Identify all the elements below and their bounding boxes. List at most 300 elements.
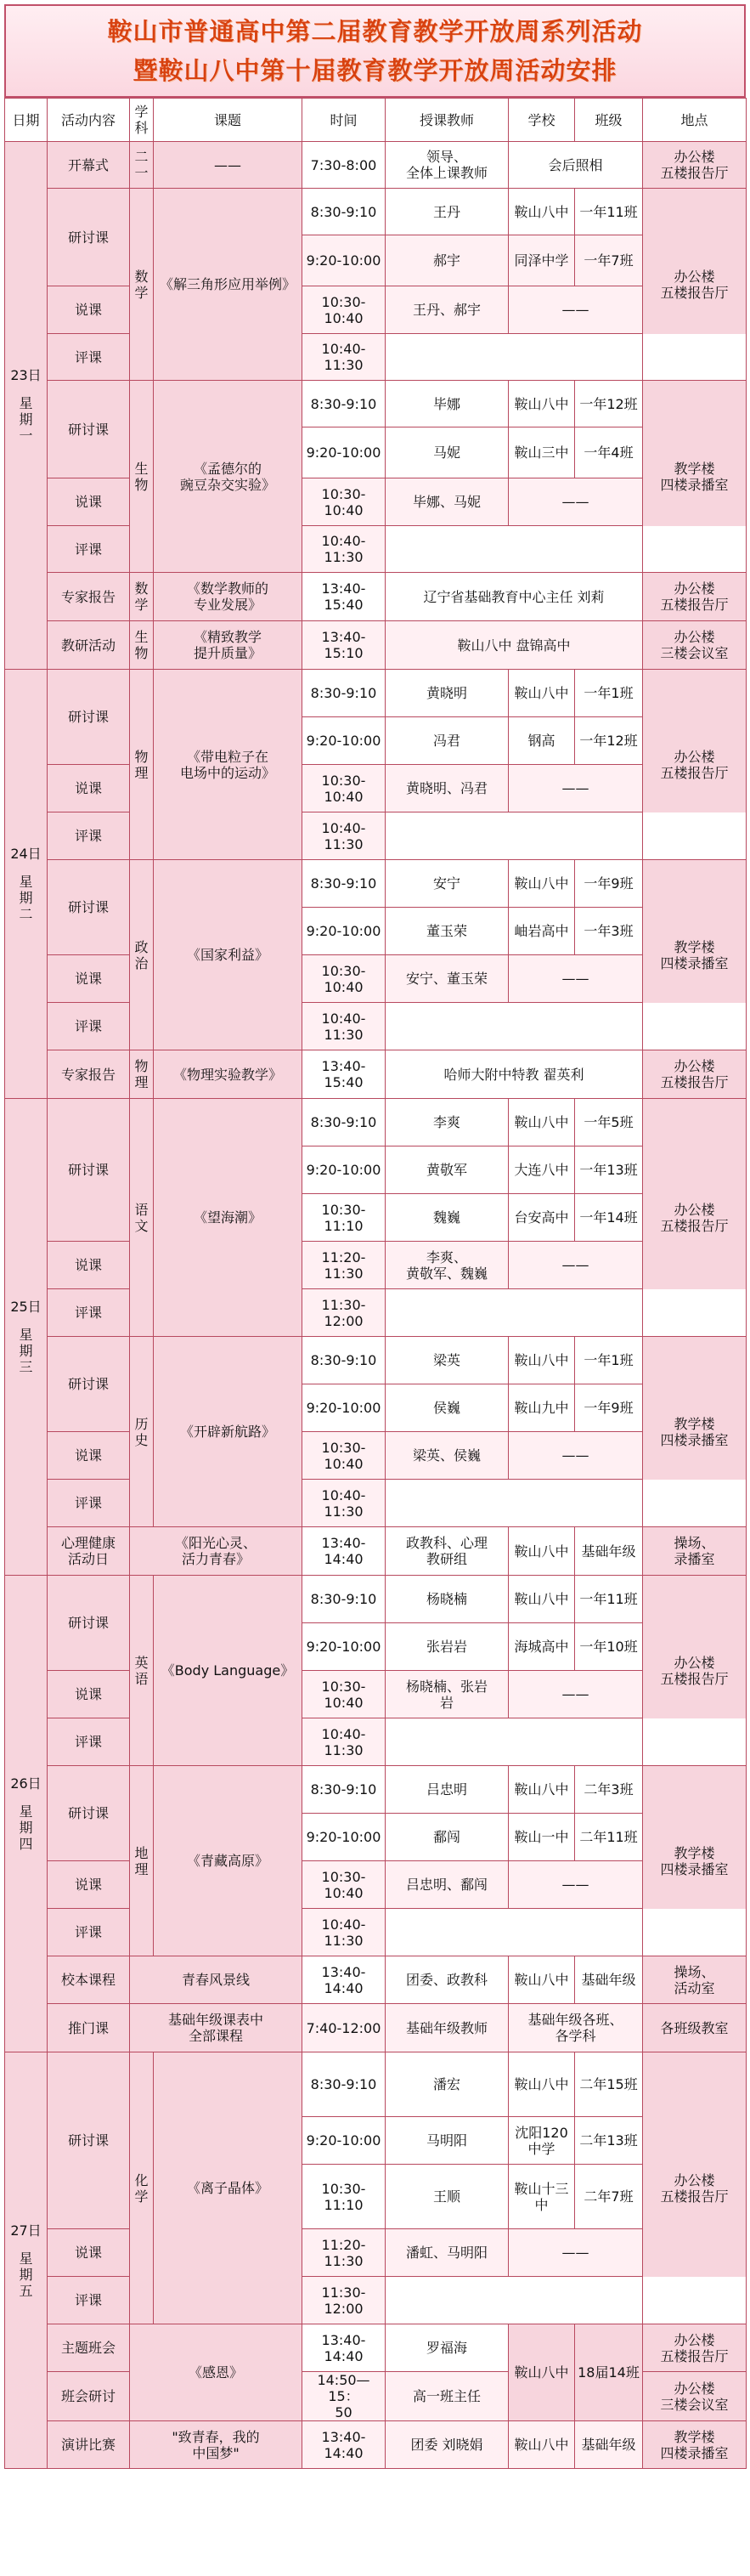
topic-cell: 《阳光心灵、 活力青春》 bbox=[130, 1527, 302, 1576]
time-cell: 13:40- 15:40 bbox=[302, 1050, 386, 1099]
school-cell: 鞍山八中 bbox=[509, 860, 575, 908]
teacher-cell: 罗福海 bbox=[386, 2324, 509, 2372]
activity-cell: 研讨课 bbox=[48, 670, 130, 765]
class-cell: 二年13班 bbox=[575, 2117, 643, 2165]
table-row bbox=[5, 1861, 747, 1909]
teacher-cell: 梁英、侯巍 bbox=[386, 1432, 509, 1480]
empty-cell bbox=[386, 526, 747, 573]
table-row bbox=[5, 1480, 747, 1527]
activity-cell: 研讨课 bbox=[48, 381, 130, 478]
time-cell: 9:20-10:00 bbox=[302, 1814, 386, 1861]
time-cell: 10:30- 10:40 bbox=[302, 765, 386, 812]
teacher-cell: 王丹、郝宇 bbox=[386, 286, 509, 334]
subject-cell: 数学 bbox=[130, 573, 154, 621]
activity-cell: 评课 bbox=[48, 1480, 130, 1527]
teacher-cell: 潘宏 bbox=[386, 2052, 509, 2117]
topic-cell: 《精致教学 提升质量》 bbox=[154, 621, 302, 670]
table-row bbox=[5, 1576, 747, 1623]
school-cell: 鞍山三中 bbox=[509, 427, 575, 478]
class-cell: 一年5班 bbox=[575, 1099, 643, 1146]
table-row bbox=[5, 955, 747, 1003]
header-cell: 活动内容 bbox=[48, 99, 130, 142]
topic-cell: "致青春，我的 中国梦" bbox=[130, 2421, 302, 2469]
activity-cell: 评课 bbox=[48, 1909, 130, 1956]
place-cell: 办公楼 五楼报告厅 bbox=[643, 2324, 747, 2372]
table-row bbox=[5, 573, 747, 621]
activity-cell: 评课 bbox=[48, 526, 130, 573]
time-cell: 10:40- 11:30 bbox=[302, 1003, 386, 1050]
class-cell: 基础年级 bbox=[575, 1527, 643, 1576]
place-cell: 教学楼 四楼录播室 bbox=[643, 2421, 747, 2469]
topic-cell: 《Body Language》 bbox=[154, 1576, 302, 1766]
teacher-cell: 哈师大附中特教 翟英利 bbox=[386, 1050, 643, 1099]
time-cell: 9:20-10:00 bbox=[302, 1146, 386, 1194]
topic-cell: 《开辟新航路》 bbox=[154, 1337, 302, 1527]
empty-cell bbox=[386, 334, 747, 381]
place-cell: 办公楼 五楼报告厅 bbox=[643, 2052, 747, 2324]
time-cell: 10:30- 11:10 bbox=[302, 1194, 386, 1242]
table-row bbox=[5, 142, 747, 189]
day-date: 23日 bbox=[10, 367, 42, 383]
empty-cell bbox=[386, 1909, 747, 1956]
header-cell: 班级 bbox=[575, 99, 643, 142]
table-row bbox=[5, 1432, 747, 1480]
topic-cell: 《孟德尔的 豌豆杂交实验》 bbox=[154, 381, 302, 573]
time-cell: 13:40- 14:40 bbox=[302, 2421, 386, 2469]
teacher-cell: 黄晓明、冯君 bbox=[386, 765, 509, 812]
school-cell: 鞍山八中 bbox=[509, 1956, 575, 2004]
place-cell: 教学楼 四楼录播室 bbox=[643, 1766, 747, 1956]
day-cell bbox=[5, 670, 48, 1099]
day-date: 24日 bbox=[10, 846, 42, 862]
teacher-cell: 董玉荣 bbox=[386, 908, 509, 955]
teacher-cell: 马明阳 bbox=[386, 2117, 509, 2165]
activity-cell: 说课 bbox=[48, 286, 130, 334]
day-weekday: 星期三 bbox=[19, 1327, 33, 1375]
activity-cell: 说课 bbox=[48, 1861, 130, 1909]
subject-cell: 物理 bbox=[130, 670, 154, 860]
teacher-cell: 鞍山八中 盘锦高中 bbox=[386, 621, 643, 670]
time-cell: 13:40- 15:40 bbox=[302, 573, 386, 621]
table-row bbox=[5, 2324, 747, 2372]
teacher-cell: 政教科、心理 教研组 bbox=[386, 1527, 509, 1576]
subject-cell: 化学 bbox=[130, 2052, 154, 2324]
school-cell: 鞍山八中 bbox=[509, 1099, 575, 1146]
table-row bbox=[5, 765, 747, 812]
activity-cell: 评课 bbox=[48, 2277, 130, 2324]
teacher-cell: 团委、政教科 bbox=[386, 1956, 509, 2004]
school-cell: 基础年级各班、 各学科 bbox=[509, 2004, 643, 2052]
class-cell: 一年4班 bbox=[575, 427, 643, 478]
time-cell: 10:30- 10:40 bbox=[302, 478, 386, 526]
time-cell: 10:30- 10:40 bbox=[302, 1861, 386, 1909]
class-cell: 二年7班 bbox=[575, 2165, 643, 2229]
activity-cell: 研讨课 bbox=[48, 2052, 130, 2229]
time-cell: 13:40- 14:40 bbox=[302, 2324, 386, 2372]
school-cell: 大连八中 bbox=[509, 1146, 575, 1194]
day-cell bbox=[5, 1576, 48, 2052]
activity-cell: 研讨课 bbox=[48, 1576, 130, 1671]
school-cell: 鞍山八中 bbox=[509, 2324, 575, 2421]
place-cell: 教学楼 四楼录播室 bbox=[643, 860, 747, 1050]
table-row bbox=[5, 381, 747, 427]
school-cell: 鞍山八中 bbox=[509, 189, 575, 235]
time-cell: 10:30- 10:40 bbox=[302, 1671, 386, 1718]
subject-cell: 英语 bbox=[130, 1576, 154, 1766]
time-cell: 9:20-10:00 bbox=[302, 1384, 386, 1432]
time-cell: 14:50—15： 50 bbox=[302, 2372, 386, 2421]
school-cell: —— bbox=[509, 286, 643, 334]
table-row bbox=[5, 1766, 747, 1814]
time-cell: 10:30- 10:40 bbox=[302, 1432, 386, 1480]
teacher-cell: 梁英 bbox=[386, 1337, 509, 1384]
time-cell: 10:40- 11:30 bbox=[302, 1480, 386, 1527]
table-row bbox=[5, 1956, 747, 2004]
schedule-table bbox=[4, 98, 747, 2469]
school-cell: 鞍山十三中 bbox=[509, 2165, 575, 2229]
place-cell: 各班级教室 bbox=[643, 2004, 747, 2052]
topic-cell: 《感恩》 bbox=[130, 2324, 302, 2421]
time-cell: 13:40- 14:40 bbox=[302, 1956, 386, 2004]
class-cell: 一年1班 bbox=[575, 670, 643, 717]
place-cell: 办公楼 五楼报告厅 bbox=[643, 189, 747, 381]
activity-cell: 心理健康 活动日 bbox=[48, 1527, 130, 1576]
class-cell: 一年13班 bbox=[575, 1146, 643, 1194]
time-cell: 7:40-12:00 bbox=[302, 2004, 386, 2052]
school-cell: —— bbox=[509, 1242, 643, 1289]
teacher-cell: 黄敬军 bbox=[386, 1146, 509, 1194]
header-cell: 课题 bbox=[154, 99, 302, 142]
activity-cell: 研讨课 bbox=[48, 1099, 130, 1242]
schedule-page bbox=[4, 4, 746, 2568]
teacher-cell: 李爽、 黄敬军、魏巍 bbox=[386, 1242, 509, 1289]
class-cell: 二年3班 bbox=[575, 1766, 643, 1814]
time-cell: 11:30- 12:00 bbox=[302, 1289, 386, 1337]
time-cell: 13:40- 15:10 bbox=[302, 621, 386, 670]
day-date: 26日 bbox=[10, 1775, 42, 1792]
topic-cell: 《数学教师的 专业发展》 bbox=[154, 573, 302, 621]
day-cell bbox=[5, 1099, 48, 1576]
header-cell: 学科 bbox=[130, 99, 154, 142]
place-cell: 操场、 活动室 bbox=[643, 1956, 747, 2004]
class-cell: 基础年级 bbox=[575, 2421, 643, 2469]
time-cell: 13:40- 14:40 bbox=[302, 1527, 386, 1576]
activity-cell: 研讨课 bbox=[48, 1766, 130, 1861]
activity-cell: 专家报告 bbox=[48, 1050, 130, 1099]
table-row bbox=[5, 1527, 747, 1576]
time-cell: 8:30-9:10 bbox=[302, 670, 386, 717]
activity-cell: 评课 bbox=[48, 812, 130, 860]
class-cell: 一年11班 bbox=[575, 1576, 643, 1623]
time-cell: 9:20-10:00 bbox=[302, 2117, 386, 2165]
activity-cell: 推门课 bbox=[48, 2004, 130, 2052]
table-row bbox=[5, 1099, 747, 1146]
time-cell: 9:20-10:00 bbox=[302, 717, 386, 765]
day-cell bbox=[5, 142, 48, 670]
activity-cell: 研讨课 bbox=[48, 1337, 130, 1432]
table-row bbox=[5, 621, 747, 670]
table-row bbox=[5, 286, 747, 334]
school-cell: 海城高中 bbox=[509, 1623, 575, 1671]
time-cell: 10:30- 10:40 bbox=[302, 955, 386, 1003]
day-date: 25日 bbox=[10, 1299, 42, 1315]
class-cell: 一年14班 bbox=[575, 1194, 643, 1242]
school-cell: 同泽中学 bbox=[509, 235, 575, 286]
teacher-cell: 冯君 bbox=[386, 717, 509, 765]
activity-cell: 评课 bbox=[48, 334, 130, 381]
activity-cell: 说课 bbox=[48, 765, 130, 812]
header-cell: 地点 bbox=[643, 99, 747, 142]
time-cell: 8:30-9:10 bbox=[302, 2052, 386, 2117]
time-cell: 11:20- 11:30 bbox=[302, 2229, 386, 2277]
activity-cell: 研讨课 bbox=[48, 189, 130, 286]
teacher-cell: 安宁、董玉荣 bbox=[386, 955, 509, 1003]
table-row bbox=[5, 2004, 747, 2052]
empty-cell bbox=[386, 1480, 747, 1527]
empty-cell bbox=[386, 1289, 747, 1337]
subject-cell: 生物 bbox=[130, 621, 154, 670]
school-cell: 鞍山八中 bbox=[509, 1337, 575, 1384]
teacher-cell: 鄱闯 bbox=[386, 1814, 509, 1861]
table-row bbox=[5, 526, 747, 573]
teacher-cell: 毕娜 bbox=[386, 381, 509, 427]
topic-cell: 《解三角形应用举例》 bbox=[154, 189, 302, 381]
day-weekday: 星期一 bbox=[19, 395, 33, 444]
time-cell: 10:40- 11:30 bbox=[302, 334, 386, 381]
teacher-cell: 基础年级教师 bbox=[386, 2004, 509, 2052]
school-cell: 鞍山九中 bbox=[509, 1384, 575, 1432]
class-cell: 二年15班 bbox=[575, 2052, 643, 2117]
time-cell: 10:40- 11:30 bbox=[302, 1909, 386, 1956]
activity-cell: 说课 bbox=[48, 1432, 130, 1480]
topic-cell: —— bbox=[154, 142, 302, 189]
teacher-cell: 吕忠明 bbox=[386, 1766, 509, 1814]
topic-cell: 《物理实验教学》 bbox=[154, 1050, 302, 1099]
page-header bbox=[4, 4, 746, 98]
teacher-cell: 侯巍 bbox=[386, 1384, 509, 1432]
teacher-cell: 魏巍 bbox=[386, 1194, 509, 1242]
place-cell: 办公楼 五楼报告厅 bbox=[643, 573, 747, 621]
school-cell: 鞍山八中 bbox=[509, 1766, 575, 1814]
title-line-1: 鞍山市普通高中第二届教育教学开放周系列活动 bbox=[107, 17, 643, 46]
place-cell: 办公楼 五楼报告厅 bbox=[643, 1099, 747, 1337]
time-cell: 7:30-8:00 bbox=[302, 142, 386, 189]
table-row bbox=[5, 2421, 747, 2469]
teacher-cell: 领导、 全体上课教师 bbox=[386, 142, 509, 189]
class-cell: 一年1班 bbox=[575, 1337, 643, 1384]
school-cell: 鞍山一中 bbox=[509, 1814, 575, 1861]
table-row bbox=[5, 2229, 747, 2277]
table-row bbox=[5, 812, 747, 860]
day-weekday: 星期四 bbox=[19, 1803, 33, 1852]
teacher-cell: 安宁 bbox=[386, 860, 509, 908]
place-cell: 教学楼 四楼录播室 bbox=[643, 381, 747, 573]
school-cell: 鞍山八中 bbox=[509, 2052, 575, 2117]
class-cell: 二年11班 bbox=[575, 1814, 643, 1861]
school-cell: 鞍山八中 bbox=[509, 1527, 575, 1576]
school-cell: 鞍山八中 bbox=[509, 1576, 575, 1623]
time-cell: 9:20-10:00 bbox=[302, 1623, 386, 1671]
subject-cell: 语文 bbox=[130, 1099, 154, 1337]
subject-cell: 二一 bbox=[130, 142, 154, 189]
teacher-cell: 郝宇 bbox=[386, 235, 509, 286]
activity-cell: 说课 bbox=[48, 1242, 130, 1289]
activity-cell: 研讨课 bbox=[48, 860, 130, 955]
table-row bbox=[5, 670, 747, 717]
class-cell: 一年3班 bbox=[575, 908, 643, 955]
time-cell: 10:40- 11:30 bbox=[302, 526, 386, 573]
topic-cell: 基础年级课表中 全部课程 bbox=[130, 2004, 302, 2052]
activity-cell: 开幕式 bbox=[48, 142, 130, 189]
class-cell: 一年9班 bbox=[575, 860, 643, 908]
table-row bbox=[5, 189, 747, 235]
place-cell: 教学楼 四楼录播室 bbox=[643, 1337, 747, 1527]
day-date: 27日 bbox=[10, 2222, 42, 2239]
time-cell: 9:20-10:00 bbox=[302, 908, 386, 955]
time-cell: 8:30-9:10 bbox=[302, 1337, 386, 1384]
school-cell: —— bbox=[509, 1671, 643, 1718]
time-cell: 10:40- 11:30 bbox=[302, 812, 386, 860]
time-cell: 10:30- 11:10 bbox=[302, 2165, 386, 2229]
place-cell: 办公楼 三楼会议室 bbox=[643, 2372, 747, 2421]
teacher-cell: 王顺 bbox=[386, 2165, 509, 2229]
time-cell: 11:20- 11:30 bbox=[302, 1242, 386, 1289]
topic-cell: 《带电粒子在 电场中的运动》 bbox=[154, 670, 302, 860]
activity-cell: 说课 bbox=[48, 1671, 130, 1718]
teacher-cell: 马妮 bbox=[386, 427, 509, 478]
school-cell: 鞍山八中 bbox=[509, 2421, 575, 2469]
time-cell: 8:30-9:10 bbox=[302, 381, 386, 427]
subject-cell: 数学 bbox=[130, 189, 154, 381]
teacher-cell: 吕忠明、鄱闯 bbox=[386, 1861, 509, 1909]
time-cell: 8:30-9:10 bbox=[302, 860, 386, 908]
activity-cell: 主题班会 bbox=[48, 2324, 130, 2372]
activity-cell: 评课 bbox=[48, 1289, 130, 1337]
class-cell: 一年9班 bbox=[575, 1384, 643, 1432]
day-weekday: 星期二 bbox=[19, 874, 33, 922]
class-cell: 一年10班 bbox=[575, 1623, 643, 1671]
topic-cell: 《望海潮》 bbox=[154, 1099, 302, 1337]
teacher-cell: 毕娜、马妮 bbox=[386, 478, 509, 526]
teacher-cell: 黄晓明 bbox=[386, 670, 509, 717]
activity-cell: 评课 bbox=[48, 1718, 130, 1766]
table-row bbox=[5, 1050, 747, 1099]
school-cell: —— bbox=[509, 478, 643, 526]
school-cell: 鞍山八中 bbox=[509, 381, 575, 427]
subject-cell: 地理 bbox=[130, 1766, 154, 1956]
activity-cell: 说课 bbox=[48, 478, 130, 526]
empty-cell bbox=[386, 2277, 747, 2324]
empty-cell bbox=[386, 1718, 747, 1766]
activity-cell: 班会研讨 bbox=[48, 2372, 130, 2421]
place-cell: 办公楼 五楼报告厅 bbox=[643, 1050, 747, 1099]
day-weekday: 星期五 bbox=[19, 2250, 33, 2299]
activity-cell: 演讲比赛 bbox=[48, 2421, 130, 2469]
place-cell: 办公楼 五楼报告厅 bbox=[643, 670, 747, 860]
teacher-cell: 张岩岩 bbox=[386, 1623, 509, 1671]
teacher-cell: 潘虹、马明阳 bbox=[386, 2229, 509, 2277]
class-cell: 基础年级 bbox=[575, 1956, 643, 2004]
teacher-cell: 团委 刘晓娟 bbox=[386, 2421, 509, 2469]
table-row bbox=[5, 2277, 747, 2324]
subject-cell: 物理 bbox=[130, 1050, 154, 1099]
school-cell: —— bbox=[509, 765, 643, 812]
table-row bbox=[5, 1337, 747, 1384]
time-cell: 8:30-9:10 bbox=[302, 1766, 386, 1814]
day-cell bbox=[5, 2052, 48, 2469]
activity-cell: 专家报告 bbox=[48, 573, 130, 621]
table-row bbox=[5, 334, 747, 381]
time-cell: 8:30-9:10 bbox=[302, 189, 386, 235]
class-cell: 一年12班 bbox=[575, 381, 643, 427]
subject-cell: 生物 bbox=[130, 381, 154, 573]
school-cell: —— bbox=[509, 1432, 643, 1480]
topic-cell: 《国家利益》 bbox=[154, 860, 302, 1050]
title-line-2: 暨鞍山八中第十届教育教学开放周活动安排 bbox=[133, 56, 617, 85]
school-cell: 岫岩高中 bbox=[509, 908, 575, 955]
activity-cell: 教研活动 bbox=[48, 621, 130, 670]
teacher-cell: 王丹 bbox=[386, 189, 509, 235]
header-cell: 时间 bbox=[302, 99, 386, 142]
class-cell: 18届14班 bbox=[575, 2324, 643, 2421]
school-cell: —— bbox=[509, 955, 643, 1003]
table-row bbox=[5, 1718, 747, 1766]
school-cell: 钢高 bbox=[509, 717, 575, 765]
subject-cell: 历史 bbox=[130, 1337, 154, 1527]
activity-cell: 校本课程 bbox=[48, 1956, 130, 2004]
teacher-cell: 辽宁省基础教育中心主任 刘莉 bbox=[386, 573, 643, 621]
table-row bbox=[5, 478, 747, 526]
school-cell: 会后照相 bbox=[509, 142, 643, 189]
school-cell: 台安高中 bbox=[509, 1194, 575, 1242]
activity-cell: 说课 bbox=[48, 2229, 130, 2277]
table-row bbox=[5, 1909, 747, 1956]
header-cell: 授课教师 bbox=[386, 99, 509, 142]
school-cell: —— bbox=[509, 1861, 643, 1909]
teacher-cell: 杨晓楠 bbox=[386, 1576, 509, 1623]
school-cell: —— bbox=[509, 2229, 643, 2277]
teacher-cell: 杨晓楠、张岩 岩 bbox=[386, 1671, 509, 1718]
time-cell: 10:40- 11:30 bbox=[302, 1718, 386, 1766]
header-cell: 学校 bbox=[509, 99, 575, 142]
table-row bbox=[5, 860, 747, 908]
place-cell: 操场、 录播室 bbox=[643, 1527, 747, 1576]
time-cell: 9:20-10:00 bbox=[302, 235, 386, 286]
school-cell: 鞍山八中 bbox=[509, 670, 575, 717]
time-cell: 10:30- 10:40 bbox=[302, 286, 386, 334]
topic-cell: 青春风景线 bbox=[130, 1956, 302, 2004]
topic-cell: 《离子晶体》 bbox=[154, 2052, 302, 2324]
empty-cell bbox=[386, 812, 747, 860]
activity-cell: 说课 bbox=[48, 955, 130, 1003]
teacher-cell: 李爽 bbox=[386, 1099, 509, 1146]
class-cell: 一年7班 bbox=[575, 235, 643, 286]
class-cell: 一年12班 bbox=[575, 717, 643, 765]
table-row bbox=[5, 1671, 747, 1718]
place-cell: 办公楼 五楼报告厅 bbox=[643, 1576, 747, 1766]
subject-cell: 政治 bbox=[130, 860, 154, 1050]
place-cell: 办公楼 五楼报告厅 bbox=[643, 142, 747, 189]
class-cell: 一年11班 bbox=[575, 189, 643, 235]
school-cell: 沈阳120中学 bbox=[509, 2117, 575, 2165]
header-cell: 日期 bbox=[5, 99, 48, 142]
table-row bbox=[5, 2052, 747, 2117]
place-cell: 办公楼 三楼会议室 bbox=[643, 621, 747, 670]
time-cell: 8:30-9:10 bbox=[302, 1099, 386, 1146]
time-cell: 8:30-9:10 bbox=[302, 1576, 386, 1623]
teacher-cell: 高一班主任 bbox=[386, 2372, 509, 2421]
empty-cell bbox=[386, 1003, 747, 1050]
